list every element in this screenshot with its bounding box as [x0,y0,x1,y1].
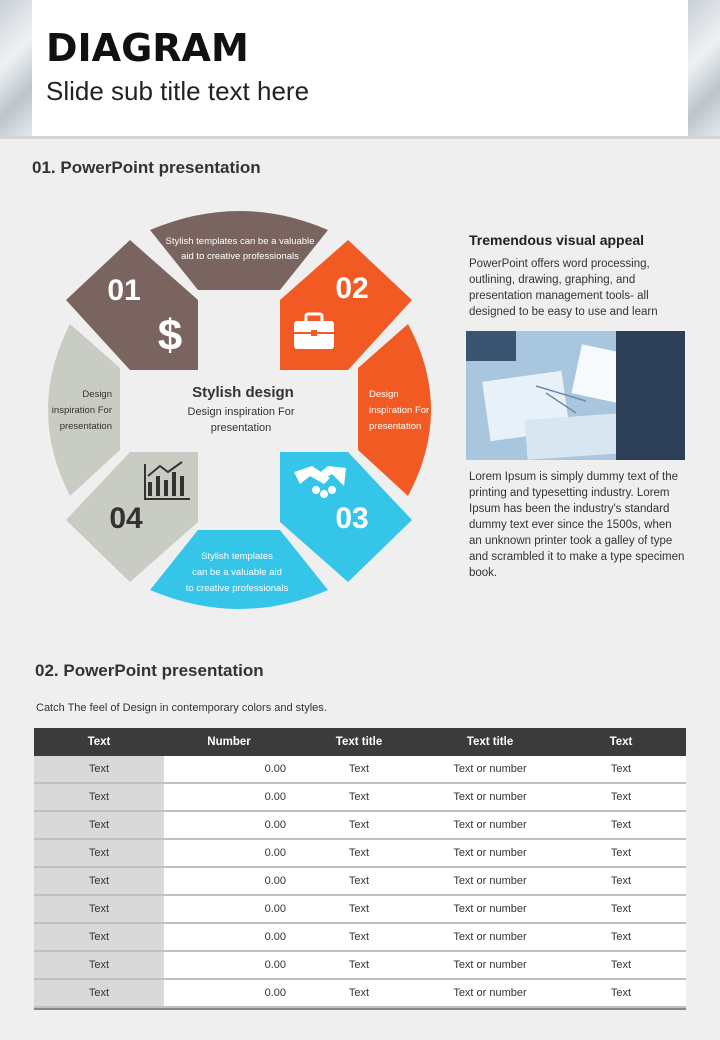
table-caption: Catch The feel of Design in contemporary colors and styles. [36,702,327,714]
table-cell: Text [348,903,370,915]
table-row [34,924,686,952]
table-header [34,728,686,756]
column-header: Text title [466,736,514,748]
section-2-title: 02. PowerPoint presentation [35,661,264,680]
table-row [34,896,686,924]
table-cell: Text [610,959,632,971]
table-cell: Text [348,987,370,999]
table-cell: Text [34,756,164,782]
table-cell: Text [348,931,370,943]
table-cell: Text [610,847,632,859]
table-cell: Text [34,784,164,810]
petal-left-line2: inspiration For [51,405,112,416]
segment-03-number: 03 [335,502,369,535]
header-divider [0,136,720,139]
appeal-title: Tremendous visual appeal [469,232,645,248]
table-cell: Text or number [453,791,527,803]
column-header: Text [87,736,111,748]
table-cell: Text [610,903,632,915]
petal-left-line1: Design [82,389,112,400]
dollar-icon: $ [157,311,183,360]
table-row [34,952,686,980]
table-cell: Text [34,896,164,922]
table-cell: Text [348,763,370,775]
table-bottom-rule [34,1008,686,1010]
table-cell: 0.00 [264,819,286,831]
cycle-diagram [30,200,450,620]
header-pattern-right [688,0,720,138]
petal-right-line3: presentation [369,421,422,432]
page-subtitle: Slide sub title text here [46,76,310,106]
table-cell: Text [610,931,632,943]
table-cell: 0.00 [264,847,286,859]
table-row [34,840,686,868]
table-cell: Text [34,980,164,1006]
segment-02-number: 02 [335,272,369,305]
column-header: Text [609,736,633,748]
table-cell: 0.00 [264,959,286,971]
center-text-line1: Design inspiration For [187,406,295,418]
table-row [34,784,686,812]
segment-04-number: 04 [109,502,143,535]
table-cell: Text [348,847,370,859]
table-cell: Text [348,959,370,971]
table-row [34,756,686,784]
table-cell: 0.00 [264,875,286,887]
table-cell: Text or number [453,931,527,943]
table-cell: Text [610,763,632,775]
data-table [34,728,686,1010]
section-1-title: 01. PowerPoint presentation [32,158,261,177]
appeal-text: PowerPoint offers word processing, outlining, drawing, graphing, and presentation management tools- all designed to be easy to use and learn [469,258,658,318]
petal-top-line2: aid to creative professionals [181,251,299,262]
table-cell: Text [610,791,632,803]
table-cell: Text [34,868,164,894]
header-pattern-left [0,0,32,138]
header-band [0,0,720,138]
column-header: Number [207,736,251,748]
table-cell: Text or number [453,987,527,999]
center-text-line2: presentation [210,422,272,434]
table-cell: 0.00 [264,987,286,999]
table-body [34,756,686,1008]
table-row [34,868,686,896]
table-cell: 0.00 [264,931,286,943]
segment-01-number: 01 [107,274,141,307]
table-cell: Text [34,952,164,978]
table-cell: Text or number [453,763,527,775]
table-cell: Text or number [453,903,527,915]
table-row [34,980,686,1008]
table-cell: 0.00 [264,903,286,915]
table-cell: Text [610,987,632,999]
table-cell: Text [34,812,164,838]
page-title: DIAGRAM [46,26,249,70]
table-cell: Text or number [453,819,527,831]
petal-bottom-line3: to creative professionals [185,583,289,594]
center-title: Stylish design [192,384,294,401]
petal-top-line1: Stylish templates can be a valuable [165,236,315,247]
column-header: Text title [335,736,383,748]
petal-bottom-line2: can be a valuable aid [192,567,282,578]
table-cell: Text [348,875,370,887]
table-cell: Text [610,875,632,887]
petal-bottom-line1: Stylish templates [201,551,273,562]
table-cell: 0.00 [264,763,286,775]
table-cell: Text or number [453,959,527,971]
table-cell: Text [610,819,632,831]
table-cell: Text [34,840,164,866]
table-cell: Text [348,819,370,831]
business-photo [466,331,685,460]
petal-right-line1: Design [369,389,399,400]
petal-right-line2: inspiration For [369,405,430,416]
lorem-text: Lorem Ipsum is simply dummy text of the printing and typesetting industry. Lorem Ipsum has been the industry's standard dummy text ever since the 1500s, when an unknown printer took a galley of type and scrambled it to make a type specimen book. [469,471,685,579]
table-cell: Text [348,791,370,803]
table-cell: Text [34,924,164,950]
table-cell: Text or number [453,847,527,859]
petal-left-line3: presentation [59,421,112,432]
table-cell: 0.00 [264,791,286,803]
table-row [34,812,686,840]
table-cell: Text or number [453,875,527,887]
